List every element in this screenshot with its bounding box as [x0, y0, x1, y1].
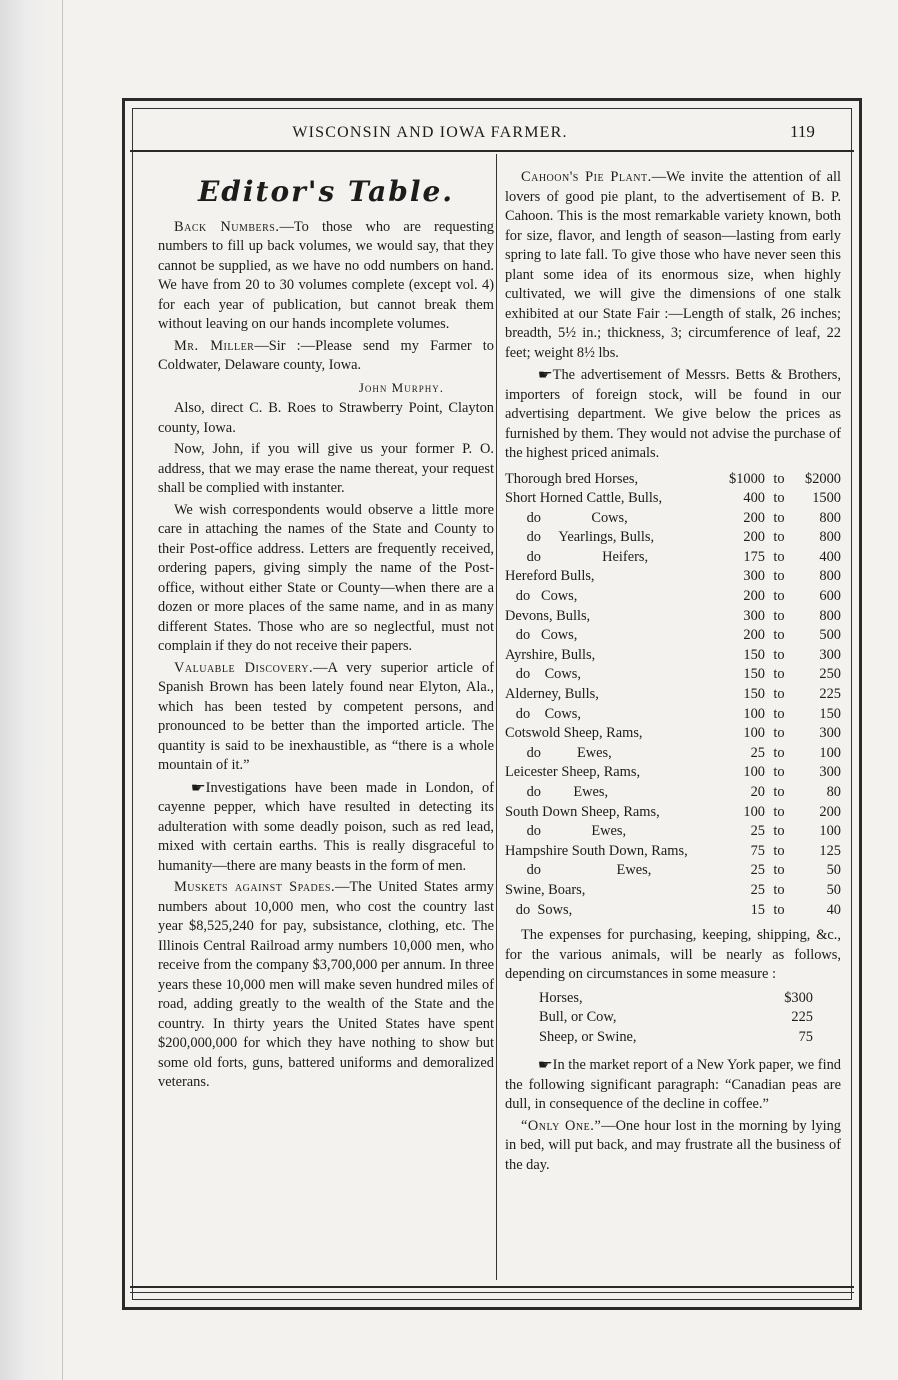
- price-row: [505, 724, 841, 744]
- back-numbers-label: Back Numbers.: [174, 218, 280, 235]
- price-to: to: [773, 490, 785, 507]
- price-table: [505, 470, 841, 921]
- price-name: Leicester Sheep, Rams,: [505, 764, 641, 781]
- price-to: to: [773, 744, 785, 761]
- betts-paragraph: [505, 365, 841, 464]
- price-to: to: [773, 627, 785, 644]
- price-row: [505, 783, 841, 803]
- expense-name: Sheep, or Swine,: [539, 1028, 637, 1045]
- price-to: to: [773, 529, 785, 546]
- price-low: 100: [743, 705, 765, 722]
- price-name: do Cows,: [505, 705, 581, 722]
- price-row: [505, 646, 841, 666]
- price-name: Swine, Boars,: [505, 881, 586, 898]
- price-high: 150: [819, 705, 841, 722]
- price-low: 25: [750, 881, 765, 898]
- price-high: 100: [819, 744, 841, 761]
- price-to: to: [773, 705, 785, 722]
- price-name: do Cows,: [505, 588, 578, 605]
- price-low: 25: [750, 823, 765, 840]
- price-high: 500: [819, 627, 841, 644]
- price-high: 800: [819, 529, 841, 546]
- price-low: 25: [750, 744, 765, 761]
- bottom-rule: [130, 1286, 854, 1288]
- price-high: 300: [819, 725, 841, 742]
- price-row: [505, 803, 841, 823]
- left-column: [158, 175, 495, 1095]
- only-one-paragraph: [505, 1117, 841, 1176]
- price-high: 300: [819, 764, 841, 781]
- price-name: Ayrshire, Bulls,: [505, 646, 596, 663]
- price-high: 100: [819, 823, 841, 840]
- price-name: Short Horned Cattle, Bulls,: [505, 490, 663, 507]
- price-row: [505, 705, 841, 725]
- price-low: $1000: [729, 470, 765, 487]
- market-paragraph: [505, 1055, 841, 1115]
- price-name: Thorough bred Horses,: [505, 470, 639, 487]
- price-to: to: [773, 823, 785, 840]
- price-name: Hampshire South Down, Rams,: [505, 842, 688, 859]
- price-row: [505, 567, 841, 587]
- price-low: 200: [743, 529, 765, 546]
- price-name: do Cows,: [505, 627, 578, 644]
- header-rule: [130, 150, 854, 152]
- valuable-discovery-paragraph: [158, 659, 494, 776]
- price-name: Alderney, Bulls,: [505, 686, 599, 703]
- price-low: 75: [750, 842, 765, 859]
- signature: John Murphy.: [358, 379, 444, 395]
- price-low: 175: [743, 548, 765, 565]
- price-row: [505, 842, 841, 862]
- price-row: [505, 665, 841, 685]
- pointing-hand-icon: ☛: [190, 779, 206, 795]
- price-row: [505, 626, 841, 646]
- price-to: to: [773, 686, 785, 703]
- betts-text: The advertisement of Messrs. Betts & Brothers, importers of foreign stock, will be found in our advertising department. We give below the prices as furnished by them. They would not advise the purchase of the highest priced animals.: [505, 367, 841, 461]
- now-john-paragraph: Now, John, if you will give us your former P. O. address, that we may erase the name thereat, your request shall be complied with instanter.: [158, 441, 494, 496]
- price-to: to: [773, 588, 785, 605]
- price-row: [505, 548, 841, 568]
- price-row: [505, 881, 841, 901]
- section-title: Editor's Table.: [197, 175, 455, 208]
- price-name: Devons, Bulls,: [505, 607, 591, 624]
- only-one-label: “Only One.”: [521, 1117, 602, 1134]
- price-low: 300: [743, 607, 765, 624]
- valuable-label: Valuable Discovery.: [174, 659, 314, 676]
- price-high: 200: [819, 803, 841, 820]
- miller-text: —Sir :—Please send my Farmer to Coldwater, Delaware county, Iowa.: [158, 337, 494, 373]
- price-name: do Ewes,: [505, 744, 612, 761]
- expense-value: 225: [791, 1009, 813, 1026]
- price-high: 400: [819, 548, 841, 565]
- price-row: [505, 587, 841, 607]
- price-row: [505, 685, 841, 705]
- price-high: 125: [819, 842, 841, 859]
- price-name: do Ewes,: [505, 862, 652, 879]
- price-to: to: [773, 842, 785, 859]
- price-to: to: [773, 725, 785, 742]
- right-column: [505, 168, 841, 1177]
- price-name: do Ewes,: [505, 784, 609, 800]
- muskets-label: Muskets against Spades.: [174, 879, 336, 895]
- investigations-paragraph: [158, 778, 494, 877]
- expenses-paragraph: The expenses for purchasing, keeping, shipping, &c., for the various animals, will be nearly as follows, depending on circumstances in some measure :: [505, 927, 841, 983]
- price-low: 200: [743, 627, 765, 644]
- price-high: 800: [819, 568, 841, 585]
- price-to: to: [773, 901, 785, 918]
- price-low: 400: [743, 490, 765, 507]
- price-name: do Cows,: [505, 509, 628, 526]
- price-low: 150: [743, 666, 765, 683]
- price-high: 600: [819, 588, 841, 605]
- correspondents-paragraph: We wish correspondents would observe a little more care in attaching the names of the State and County to their Post-office address. Letters are frequently received, ordering papers, giving simply the name of the Post-office, without either State or County—when there are a dozen or more places of the same name, and in as many different States. Those who are so neglectful, must not complain if they do not receive their papers.: [158, 501, 494, 654]
- valuable-text: —A very superior article of Spanish Brown has been lately found near Elyton, Ala., which has been tested by competent persons, and pronounced to be better than the imported article. The quantity is said to be inexhaustible, as “there is a whole mountain of it.”: [158, 659, 495, 773]
- back-numbers-paragraph: [158, 218, 494, 335]
- price-high: 40: [826, 901, 841, 918]
- bottom-rule-thin: [130, 1292, 854, 1293]
- expenses-table: [539, 989, 841, 1048]
- price-to: to: [773, 509, 785, 526]
- price-name: do Heifers,: [505, 548, 649, 565]
- price-row: [505, 861, 841, 881]
- price-name: do Sows,: [505, 901, 573, 918]
- gutter-edge: [62, 0, 63, 1380]
- direct-paragraph: Also, direct C. B. Roes to Strawberry Point, Clayton county, Iowa.: [158, 400, 494, 436]
- price-high: 50: [826, 881, 841, 898]
- price-to: to: [773, 607, 785, 624]
- price-high: $2000: [805, 470, 841, 487]
- muskets-text: —The United States army numbers about 10,000 men, who cost the country last year $8,525,240 for pay, subsistance, clothing, etc. The Illinois Central Railroad army numbers 10,000 men, who receive from the company $3,700,000 per annum. In three years these 10,000 men will make seven hundred miles of road, adding greatly to the wealth of the State and the country. In thirty years the United States have spent $200,000,000 for which they have nothing to show but some old forts, guns, battered uniforms and demoralized veterans.: [158, 879, 494, 1090]
- muskets-paragraph: [158, 878, 494, 1093]
- price-to: to: [773, 862, 785, 879]
- price-to: to: [773, 666, 785, 683]
- investigations-text: Investigations have been made in London, of cayenne pepper, which have resulted in detecting its adulteration with some deadly poison, such as red lead, mixed with certain earths. This is really disgraceful to humanity—there are many beasts in the form of men.: [158, 779, 494, 874]
- price-low: 15: [750, 901, 765, 918]
- price-row: [505, 509, 841, 529]
- price-high: 1500: [812, 490, 841, 507]
- expense-name: Bull, or Cow,: [539, 1009, 617, 1026]
- price-high: 250: [819, 666, 841, 683]
- price-low: 25: [750, 862, 765, 879]
- price-low: 150: [743, 686, 765, 703]
- page-number: 119: [790, 122, 815, 141]
- price-name: do Ewes,: [505, 823, 627, 840]
- price-to: to: [773, 784, 785, 800]
- expense-name: Horses,: [539, 989, 583, 1006]
- price-high: 225: [819, 686, 841, 703]
- expense-row: [539, 989, 841, 1009]
- price-to: to: [773, 881, 785, 898]
- price-to: to: [773, 470, 785, 487]
- expense-row: [539, 1028, 841, 1048]
- price-row: [505, 528, 841, 548]
- price-to: to: [773, 548, 785, 565]
- column-divider: [496, 154, 497, 1280]
- pointing-hand-icon: ☛: [537, 367, 553, 382]
- pointing-hand-icon: ☛: [537, 1057, 553, 1073]
- price-high: 800: [819, 607, 841, 624]
- market-text: In the market report of a New York paper, we find the following significant paragraph: “Canadian peas are dull, in consequence of the decline in coffee.”: [505, 1057, 841, 1113]
- price-row: [505, 822, 841, 842]
- price-low: 200: [743, 509, 765, 526]
- running-head: WISCONSIN AND IOWA FARMER.: [292, 124, 568, 141]
- cahoon-text: —We invite the attention of all lovers of good pie plant, to the advertisement of B. P. Cahoon. This is the most remarkable variety known, both for size, flavor, and length of season—lasting from early spring to late fall. To give those who have never seen this plant some idea of its enormous size, when highly cultivated, we will give the dimensions of one stalk exhibited at our State Fair :—Length of stalk, 26 inches; breadth, 5½ in.; thickness, 3; circumference of leaf, 22 feet; weight 8½ lbs.: [505, 169, 841, 361]
- price-low: 20: [750, 784, 765, 800]
- back-numbers-text: —To those who are requesting numbers to fill up back volumes, we would say, that they cannot be supplied, as we have no odd numbers on hand. We have from 20 to 30 volumes complete (except vol. 4) for each year of publication, but cannot break them without leaving on our hands incomplete volumes.: [158, 218, 494, 332]
- price-name: Hereford Bulls,: [505, 568, 595, 585]
- price-name: do Cows,: [505, 666, 581, 683]
- price-to: to: [773, 568, 785, 585]
- price-row: [505, 489, 841, 509]
- miller-letter: [158, 337, 494, 376]
- cahoon-paragraph: [505, 168, 841, 363]
- price-row: [505, 763, 841, 783]
- expense-value: $300: [784, 989, 813, 1006]
- expense-value: 75: [798, 1028, 813, 1045]
- price-to: to: [773, 764, 785, 781]
- price-high: 800: [819, 509, 841, 526]
- price-high: 80: [826, 784, 841, 800]
- price-to: to: [773, 646, 785, 663]
- only-one-text: —One hour lost in the morning by lying in bed, will put back, and may frustrate all the business of the day.: [505, 1117, 841, 1173]
- binding-gutter: [0, 0, 64, 1380]
- price-low: 100: [743, 725, 765, 742]
- price-row: [505, 607, 841, 627]
- price-name: South Down Sheep, Rams,: [505, 803, 660, 820]
- price-row: [505, 901, 841, 921]
- price-row: [505, 744, 841, 764]
- price-row: [505, 470, 841, 490]
- price-low: 300: [743, 568, 765, 585]
- price-high: 300: [819, 646, 841, 663]
- miller-label: Mr. Miller: [174, 337, 255, 354]
- expense-row: [539, 1008, 841, 1028]
- price-name: do Yearlings, Bulls,: [505, 529, 655, 546]
- price-low: 100: [743, 764, 765, 781]
- price-low: 150: [743, 646, 765, 663]
- price-low: 100: [743, 803, 765, 820]
- price-to: to: [773, 803, 785, 820]
- price-low: 200: [743, 588, 765, 605]
- price-high: 50: [826, 862, 841, 879]
- price-name: Cotswold Sheep, Rams,: [505, 725, 643, 742]
- cahoon-label: Cahoon's Pie Plant.: [521, 169, 652, 185]
